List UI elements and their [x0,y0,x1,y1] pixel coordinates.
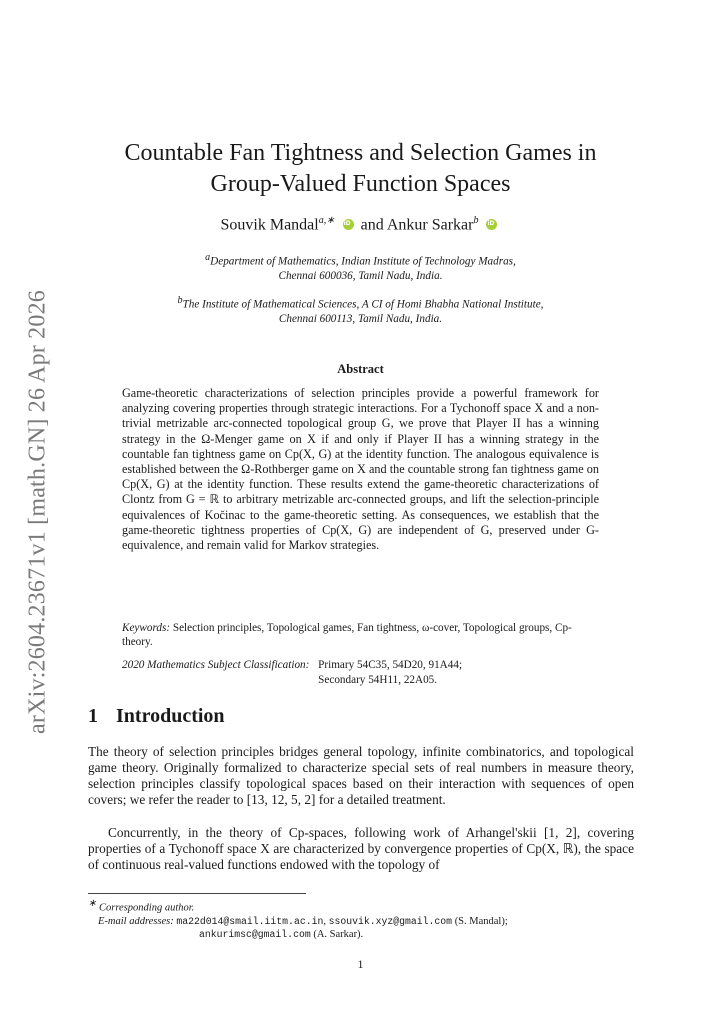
footnote-name-2: (A. Sarkar). [313,928,364,940]
msc-values [318,658,462,688]
affiliation-b-line-1: The Institute of Mathematical Sciences, A CI of Homi Bhabha National Institute, [182,298,544,311]
keywords [122,621,599,649]
paper-title [88,138,633,200]
author-1-marks: a,∗ [318,215,335,226]
affiliation-a-line-1: Department of Mathematics, Indian Institute of Technology Madras, [210,255,516,268]
arxiv-sidebar [18,282,58,742]
affiliation-b [88,294,633,326]
orcid-icon[interactable] [343,219,354,230]
section-heading [88,705,225,728]
keywords-label: Keywords: [122,622,171,634]
email-link-3[interactable]: ankurimsc@gmail.com [199,928,311,940]
affiliation-b-line-2: Chennai 600113, Tamil Nadu, India. [278,312,443,325]
author-1-name: Souvik Mandal [220,216,319,234]
abstract-text: Game-theoretic characterizations of selection principles provide a powerful framework for analyzing covering properties through strategic interactions. For a Tychonoff space X and a non-trivial metrizable arc-connected topological group G, we prove that Player II has a winning strategy in the Ω-Menger game on X if and only if Player II has a winning strategy in the countable fan tightness game on Cp(X, G) at the identity function. The analogous equivalence is established between the Ω-Rothberger game on X and the countable strong fan tightness game on Cp(X, G) at the identity function. These results extend the game-theoretic characterizations of Clontz from G = ℝ to arbitrary metrizable arc-connected groups, and lift the selection-principle equivalences of Kočinac to the game-theoretic setting. As consequences, we establish that the game-theoretic tightness properties of Cp(X, G) are independent of G, preserved under G-equivalence, and remain valid for Markov strategies. [122,386,599,553]
footnote-corresponding: Corresponding author. [99,902,195,914]
author-line [88,215,633,234]
footnote: ∗ Corresponding author. E-mail addresses: ma22d014@smail.iitm.ac.in, ssouvik.xyz@gmail.com (S. Mandal); ankurimsc@gmail.com (A. Sarkar). [88,898,508,940]
affiliation-a [88,251,633,283]
author-2-marks: b [473,215,479,226]
orcid-icon[interactable] [486,219,497,230]
email-link-2[interactable]: ssouvik.xyz@gmail.com [328,915,453,927]
footnote-email-label: E-mail addresses: [98,915,174,927]
section-title: Introduction [116,705,225,727]
msc-classification [122,658,462,688]
affiliation-a-line-2: Chennai 600036, Tamil Nadu, India. [278,269,443,282]
msc-secondary: Secondary 54H11, 22A05. [318,674,438,686]
intro-paragraph-1: The theory of selection principles bridges general topology, infinite combinatorics, and topological game theory. Originally formalized to characterize special sets of real numbers in measure theory, selection principles classify topological spaces based on their interaction with sequences of open covers; we refer the reader to [13, 12, 5, 2] for a detailed treatment. [88,744,634,808]
author-2-name: Ankur Sarkar [386,216,474,234]
intro-paragraph-2: Concurrently, in the theory of Cp-spaces, following work of Arhangel'skii [1, 2], covering properties of a Tychonoff space X are characterized by convergence properties of Cp(X, ℝ), the space of continuous real-valued functions endowed with the topology of [88,825,634,873]
msc-label: 2020 Mathematics Subject Classification: [122,659,310,671]
keywords-text: Selection principles, Topological games, Fan tightness, ω-cover, Topological groups, Cp-theory. [122,622,572,648]
footnote-mark: ∗ [88,898,97,909]
footnote-rule [88,893,306,894]
affiliation-a-mark: a [205,252,211,263]
msc-primary: Primary 54C35, 54D20, 91A44; [318,659,463,671]
affiliation-b-mark: b [177,295,183,306]
email-link-1[interactable]: ma22d014@smail.iitm.ac.in [176,915,324,927]
footnote-name-1: (S. Mandal); [454,915,508,927]
arxiv-identifier: arXiv:2604.23671v1 [math.GN] 26 Apr 2026 [24,290,51,734]
author-conjunction: and [360,216,384,234]
title-line-1: Countable Fan Tightness and Selection Games in [124,140,597,166]
abstract-heading: Abstract [337,362,384,376]
title-line-2: Group-Valued Function Spaces [210,171,511,197]
section-number: 1 [88,705,98,727]
page-number: 1 [357,957,364,971]
